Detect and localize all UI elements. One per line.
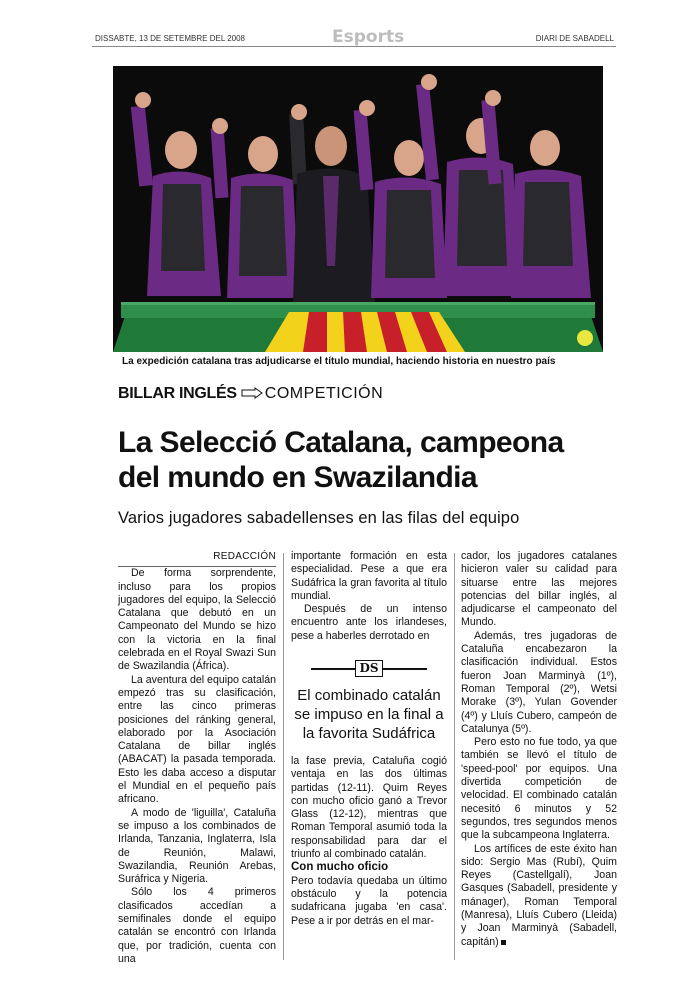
- pull-quote-logo: [291, 660, 447, 678]
- arrow-right-icon: [241, 387, 263, 399]
- byline: REDACCIÓN: [118, 550, 276, 567]
- headline-line1: La Selecció Catalana, campeona: [118, 426, 564, 459]
- paragraph: [461, 843, 617, 949]
- end-mark-icon: [501, 940, 506, 945]
- paragraph: Pero todavía quedaba un último obstáculo y la potencia sudafricana jugaba 'en casa'. Pese a ir por detrás en el mar-: [291, 874, 447, 927]
- pull-quote-text: El combinado catalán se impuso en la final a la favorita Sudáfrica: [294, 687, 444, 742]
- subsection-heading: Con mucho oficio: [291, 861, 389, 874]
- masthead-section: Esports: [332, 27, 405, 47]
- paragraph: La aventura del equipo catalán empezó tras su clasificación, entre las cinco primeras posiciones del ránking general, elaborado por la Asociación Catalana de billar inglés (ABACAT) la pasada temporada. Esto les daba acceso a disputar el Mundial en el pequeño país africano.: [118, 673, 276, 806]
- paragraph: cador, los jugadores catalanes hicieron valer su calidad para situarse entre las mejores potencias del billar inglés, al adjudicarse el campeonato del Mundo.: [461, 550, 617, 629]
- headline: [118, 425, 588, 495]
- article-column-1: [118, 550, 276, 966]
- headline-line2: del mundo en Swazilandia: [118, 461, 477, 494]
- team-photo: [113, 66, 603, 352]
- subheadline: Varios jugadores sabadellenses en las filas del equipo: [118, 509, 520, 527]
- paragraph: Sólo los 4 primeros clasificados accedían a semifinales donde el equipo catalán se encontró con Irlanda que, por tradición, cuenta con una: [118, 886, 276, 965]
- article-column-3: [461, 550, 617, 949]
- paragraph: la fase previa, Cataluña cogió ventaja en las dos últimas partidas (12-11). Quim Reyes con mucho oficio ganó a Trevor Glass (12-12), mientras que Roman Temporal asumió toda la responsabilidad para dar el triunfo al combinado catalán.: [291, 755, 447, 861]
- section-secondary: COMPETICIÓN: [264, 385, 384, 402]
- column-divider: [283, 553, 284, 960]
- paragraph: De forma sorprendente, incluso para los propios jugadores del equipo, la Selecció Catalana que debutó en un Campeonato del Mundo se hizo con la victoria en la final celebrada en el Royal Swazi Sun de Swazilandia (África).: [118, 567, 276, 673]
- paragraph: Pero esto no fue todo, ya que también se llevó el título de 'speed-pool' por equipos. Una divertida competición de velocidad. El combinado catalán necesitó 6 minutos y 52 segundos, tres segundos menos que la subcampeona Inglaterra.: [461, 736, 617, 842]
- masthead-paper: DIARI DE SABADELL: [535, 34, 614, 43]
- pull-quote: [291, 660, 447, 743]
- section-primary: BILLAR INGLÉS: [118, 385, 237, 402]
- article-column-2: [291, 550, 447, 928]
- column-divider: [454, 553, 455, 960]
- paragraph-text: Los artífices de este éxito han sido: Sergio Mas (Rubí), Quim Reyes (Castellgalí), Joan Gasques (Sabadell, presidente y mánager), Roman Temporal (Manresa), Lluís Cubero (Lleida) y Joan Marminyà (Sabadell, capitán): [461, 842, 617, 948]
- ds-logo-icon: DS: [355, 660, 382, 677]
- photo-caption: La expedición catalana tras adjudicarse el título mundial, haciendo historia en nuestro país: [122, 356, 556, 367]
- section-label: [118, 385, 383, 403]
- paragraph: Además, tres jugadoras de Cataluña encabezaron la clasificación individual. Estos fueron Joan Marminyà (1º), Roman Temporal (2º), Wetsi Morake (3º), Yulan Govender (4º) y Lluís Cubero, campeón de Catalunya (5º).: [461, 629, 617, 735]
- paragraph: importante formación en esta especialidad. Pese a que era Sudáfrica la gran favorita al título mundial.: [291, 550, 447, 602]
- paragraph: A modo de 'liguilla', Cataluña se impuso a los combinados de Irlanda, Tanzania, Inglaterra, Isla de Reunión, Malawi, Swazilandia, Reunión Arebas, Suráfrica y Nigeria.: [118, 806, 276, 886]
- masthead: [92, 27, 616, 47]
- masthead-date: DISSABTE, 13 DE SETEMBRE DEL 2008: [95, 34, 245, 43]
- paragraph: Después de un intenso encuentro ante los irlandeses, pese a haberles derrotado en: [291, 603, 447, 642]
